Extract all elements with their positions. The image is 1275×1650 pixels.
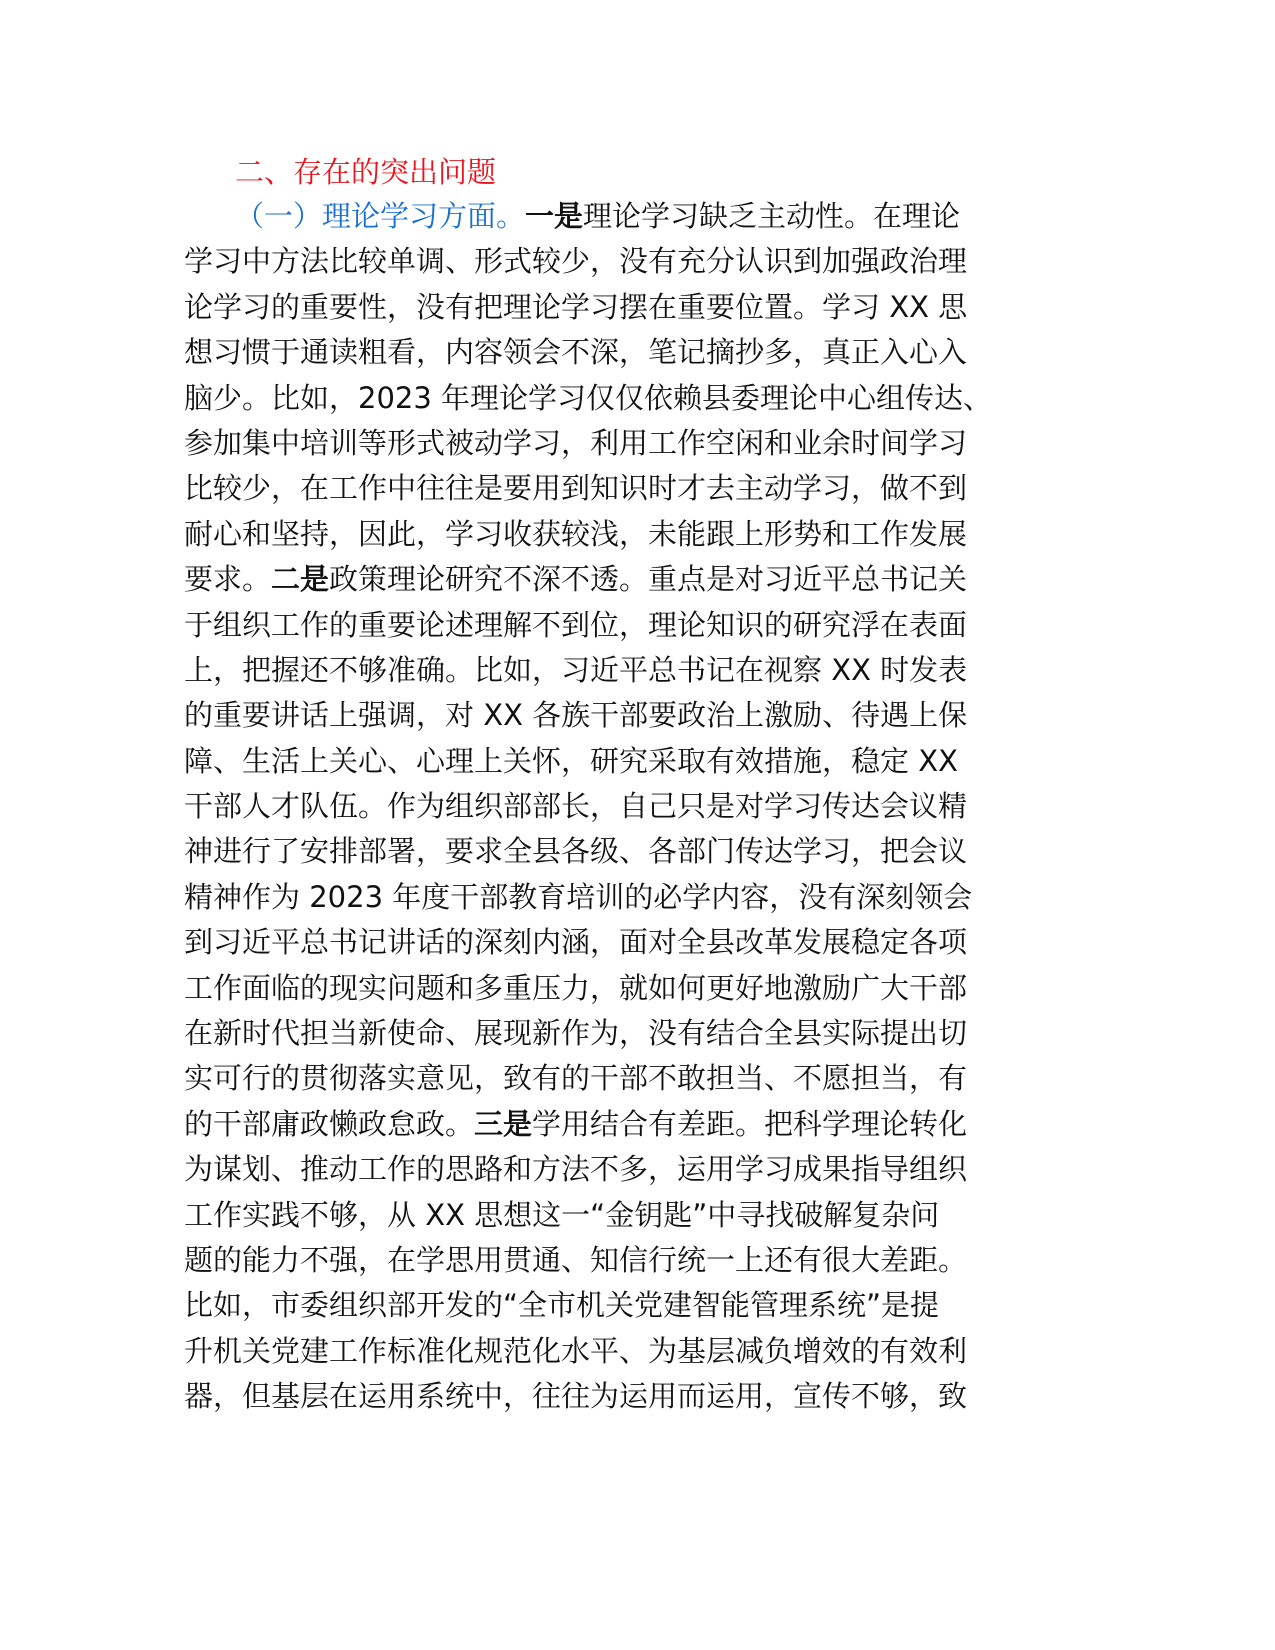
paragraph-line: 障、生活上关心、心理上关怀，研究采取有效措施，稳定 XX	[184, 743, 958, 778]
paragraph-line: 耐心和坚持，因此，学习收获较浅，未能跟上形势和工作发展	[184, 516, 968, 551]
point-marker: 二是	[271, 562, 330, 597]
paragraph-line: 的重要讲话上强调，对 XX 各族干部要政治上激励、待遇上保	[184, 698, 968, 733]
paragraph-line: 比较少，在工作中往往是要用到知识时才去主动学习，做不到	[184, 471, 968, 506]
paragraph-line: 想习惯于通读粗看，内容领会不深，笔记摘抄多，真正入心入	[184, 335, 968, 370]
paragraph-line: 为谋划、推动工作的思路和方法不多，运用学习成果指导组织	[184, 1152, 968, 1187]
paragraph-line: 脑少。比如，2023 年理论学习仅仅依赖县委理论中心组传达、	[184, 380, 993, 415]
paragraph-line	[184, 1102, 1084, 1147]
subsection-label: （一）理论学习方面。	[235, 199, 526, 233]
section-title: 二、存在的突出问题	[235, 155, 497, 189]
paragraph-line: 升机关党建工作标准化规范化水平、为基层减负增效的有效利	[184, 1333, 968, 1368]
line-text: 政策理论研究不深不透。重点是对习近平总书记关	[329, 562, 968, 597]
paragraph-line: 到习近平总书记讲话的深刻内涵，面对全县改革发展稳定各项	[184, 925, 968, 960]
paragraph-line: 题的能力不强，在学思用贯通、知信行统一上还有很大差距。	[184, 1242, 968, 1277]
paragraph-line: 干部人才队伍。作为组织部部长，自己只是对学习传达会议精	[184, 789, 968, 824]
point-marker: 三是	[474, 1106, 533, 1141]
paragraph-line: 精神作为 2023 年度干部教育培训的必学内容，没有深刻领会	[184, 879, 973, 914]
paragraph-line: 比如，市委组织部开发的“全市机关党建智能管理系统”是提	[184, 1288, 940, 1323]
paragraph-line: 神进行了安排部署，要求全县各级、各部门传达学习，把会议	[184, 834, 968, 869]
paragraph-line	[184, 194, 1084, 239]
line-text: 的干部庸政懒政怠政。	[184, 1106, 475, 1141]
paragraph-line: 工作实践不够，从 XX 思想这一“金钥匙”中寻找破解复杂问	[184, 1197, 940, 1232]
paragraph-line	[184, 557, 1084, 602]
line-text: 理论学习缺乏主动性。在理论	[583, 199, 961, 233]
line-text: 要求。	[184, 562, 272, 597]
point-marker: 一是	[525, 199, 584, 233]
paragraph-line: 参加集中培训等形式被动学习，利用工作空闲和业余时间学习	[184, 425, 968, 460]
paragraph-line: 论学习的重要性，没有把理论学习摆在重要位置。学习 XX 思	[184, 289, 968, 324]
paragraph-line: 在新时代担当新使命、展现新作为，没有结合全县实际提出切	[184, 1016, 968, 1051]
paragraph-line: 实可行的贯彻落实意见，致有的干部不敢担当、不愿担当，有	[184, 1061, 968, 1096]
paragraph-line: 器，但基层在运用系统中，往往为运用而运用，宣传不够，致	[184, 1379, 968, 1414]
paragraph-line: 上，把握还不够准确。比如，习近平总书记在视察 XX 时发表	[184, 652, 968, 687]
body-text	[184, 194, 1084, 1420]
paragraph-line: 学习中方法比较单调、形式较少，没有充分认识到加强政治理	[184, 244, 968, 279]
paragraph-line: 于组织工作的重要论述理解不到位，理论知识的研究浮在表面	[184, 607, 968, 642]
line-text: 学用结合有差距。把科学理论转化	[532, 1106, 968, 1141]
paragraph-line: 工作面临的现实问题和多重压力，就如何更好地激励广大干部	[184, 970, 968, 1005]
